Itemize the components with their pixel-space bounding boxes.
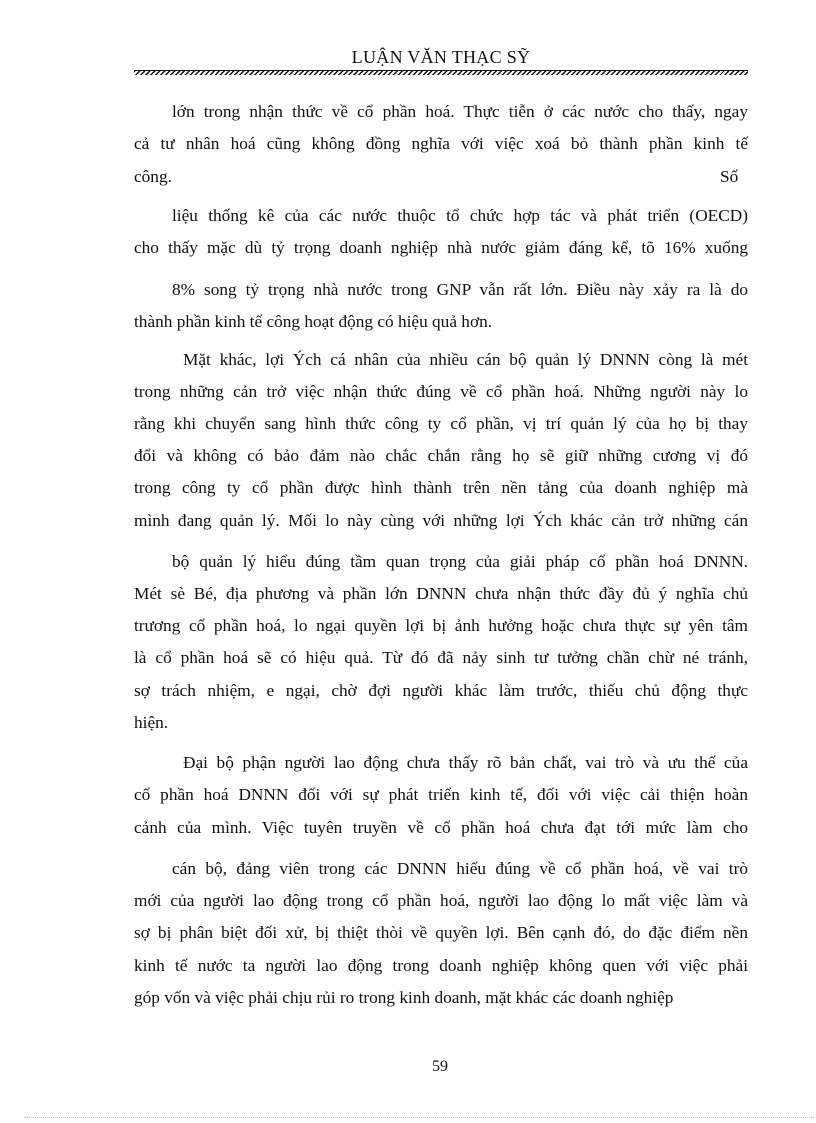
body-line: Đại bộ phận người lao động chưa thấy rõ bản chất, vai trò và ưu thế của — [183, 753, 748, 772]
body-line: hiện. — [134, 713, 169, 732]
body-line: Số — [720, 167, 739, 186]
page-number: 59 — [432, 1058, 448, 1075]
page-bottom-border — [24, 1117, 814, 1118]
body-line: mình đang quản lý. Mối lo này cùng với những lợi Ých khác cản trở những cán — [134, 511, 748, 530]
body-line: công. — [134, 167, 172, 186]
body-line: đổi và không có bảo đảm nào chắc chắn rằng họ sẽ giữ những cương vị đó — [134, 446, 748, 465]
body-line: cán bộ, đảng viên trong các DNNN hiểu đúng về cổ phần hoá, về vai trò — [172, 859, 748, 878]
header-divider — [134, 70, 748, 75]
body-line: sợ trách nhiệm, e ngại, chờ đợi người khác làm trước, thiếu chủ động thực — [134, 681, 748, 700]
body-line: liệu thống kê của các nước thuộc tổ chức hợp tác và phát triển (OECD) — [172, 206, 748, 225]
body-line: trương cổ phần hoá, lo ngại quyền lợi bị ảnh hưởng hoặc chưa thực sự yên tâm — [134, 616, 748, 635]
body-line: trong những cản trở việc nhận thức đúng về cổ phần hoá. Những người này lo — [134, 382, 748, 401]
body-line: cả tư nhân hoá cũng không đồng nghĩa với việc xoá bỏ thành phần kinh tế — [134, 134, 748, 153]
body-line: cho thấy mặc dù tỷ trọng doanh nghiệp nhà nước giảm đáng kể, tõ 16% xuống — [134, 238, 748, 257]
body-line: là cổ phần hoá sẽ có hiệu quả. Từ đó đã nảy sinh tư tưởng chần chừ né tránh, — [134, 648, 748, 667]
body-line: mới của người lao động trong cổ phần hoá, người lao động lo mất việc làm và — [134, 891, 748, 910]
body-line: Mét sè Bé, địa phương và phần lớn DNNN chưa nhận thức đầy đủ ý nghĩa chủ — [134, 584, 748, 603]
body-line: cảnh của mình. Việc tuyên truyền về cổ phần hoá chưa đạt tới mức làm cho — [134, 818, 748, 837]
body-line: Mặt khác, lợi Ých cá nhân của nhiều cán bộ quản lý DNNN còng là mét — [183, 350, 748, 369]
body-line: lớn trong nhận thức về cổ phần hoá. Thực tiễn ở các nước cho thấy, ngay — [172, 102, 748, 121]
body-line: cổ phần hoá DNNN đối với sự phát triển kinh tế, đối với việc cải thiện hoàn — [134, 785, 748, 804]
body-line: trong công ty cổ phần được hình thành trên nền tảng của doanh nghiệp mà — [134, 478, 748, 497]
page-header-title: LUẬN VĂN THẠC SỸ — [351, 47, 531, 67]
body-line: bộ quản lý hiểu đúng tầm quan trọng của giải pháp cổ phần hoá DNNN. — [172, 552, 748, 571]
body-line: thành phần kinh tế công hoạt động có hiệu quả hơn. — [134, 312, 493, 331]
body-line: sợ bị phân biệt đối xử, bị thiệt thòi về quyền lợi. Bên cạnh đó, do đặc điểm nền — [134, 923, 748, 942]
body-line: rằng khi chuyển sang hình thức công ty cổ phần, vị trí quản lý của họ bị thay — [134, 414, 748, 433]
body-line: kinh tế nước ta người lao động trong doanh nghiệp không quen với việc phải — [134, 956, 748, 975]
body-line: 8% song tỷ trọng nhà nước trong GNP vẫn rất lớn. Điều này xảy ra là do — [172, 280, 748, 299]
body-line: góp vốn và việc phải chịu rủi ro trong kinh doanh, mặt khác các doanh nghiệp — [134, 988, 674, 1007]
